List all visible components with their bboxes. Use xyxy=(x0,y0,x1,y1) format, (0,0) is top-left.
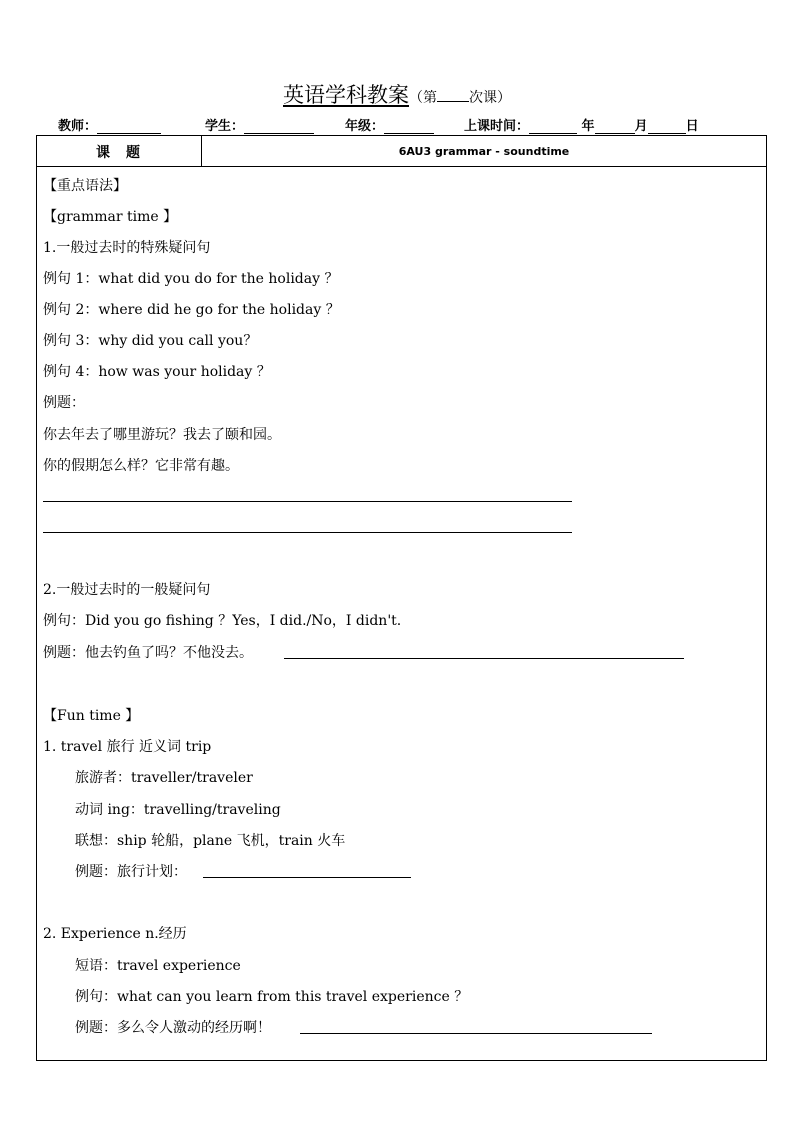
fun2-exercise: 例题：多么令人激动的经历啊！ xyxy=(75,1020,271,1036)
fun1-verb-ing: 动词 ing：travelling/traveling xyxy=(75,802,281,818)
grade-field xyxy=(345,115,434,134)
fun1-exercise: 例题：旅行计划： xyxy=(75,864,187,880)
time-label: 上课时间： xyxy=(464,119,530,134)
answer-line-2[interactable] xyxy=(43,532,572,533)
section1-question-2: 你的假期怎么样？它非常有趣。 xyxy=(43,458,239,474)
page-title xyxy=(0,79,794,109)
table-row-divider xyxy=(36,166,767,167)
class-time-field xyxy=(464,115,699,134)
section2-title: 2.一般过去时的一般疑问句 xyxy=(43,582,211,598)
section2-exercise: 例题：他去钓鱼了吗？不他没去。 xyxy=(43,645,253,661)
title-main: 英语学科教案 xyxy=(283,83,409,107)
student-blank[interactable] xyxy=(244,119,314,134)
section1-example-1: 例句 1：what did you do for the holiday ？ xyxy=(43,271,339,287)
section1-example-2: 例句 2：where did he go for the holiday ？ xyxy=(43,302,340,318)
answer-line-5[interactable] xyxy=(300,1033,652,1034)
answer-line-3[interactable] xyxy=(284,658,684,659)
month-blank[interactable] xyxy=(595,119,635,134)
section1-example-4: 例句 4：how was your holiday ？ xyxy=(43,364,271,380)
section1-example-3: 例句 3：why did you call you？ xyxy=(43,333,258,349)
section2-example: 例句：Did you go fishing ？Yes，I did./No，I didn't. xyxy=(43,613,402,629)
section1-question-1: 你去年去了哪里游玩？我去了颐和园。 xyxy=(43,427,281,443)
answer-line-1[interactable] xyxy=(43,501,572,502)
student-label: 学生： xyxy=(205,119,245,134)
grade-blank[interactable] xyxy=(384,119,434,134)
year-label: 年 xyxy=(581,119,595,134)
fun1-traveller: 旅游者：traveller/traveler xyxy=(75,770,253,786)
topic-label: 课 题 xyxy=(96,145,141,161)
teacher-blank[interactable] xyxy=(97,119,161,134)
key-grammar-heading: 【重点语法】 xyxy=(43,178,127,194)
fun1-association: 联想：ship 轮船，plane 飞机，train 火车 xyxy=(75,833,346,849)
day-blank[interactable] xyxy=(648,119,686,134)
teacher-label: 教师： xyxy=(58,119,98,134)
fun2-example: 例句：what can you learn from this travel experience ？ xyxy=(75,989,469,1005)
topic-value: 6AU3 grammar - soundtime xyxy=(398,145,570,158)
section1-exercise-label: 例题： xyxy=(43,395,85,411)
teacher-field xyxy=(58,115,161,134)
month-label: 月 xyxy=(634,119,648,134)
grade-label: 年级： xyxy=(345,119,385,134)
fun1-title: 1. travel 旅行 近义词 trip xyxy=(43,739,212,755)
section1-title: 1.一般过去时的特殊疑问句 xyxy=(43,240,211,256)
fun2-title: 2. Experience n.经历 xyxy=(43,926,187,942)
fun-time-heading: 【Fun time 】 xyxy=(43,708,140,724)
answer-line-4[interactable] xyxy=(203,877,411,878)
grammar-time-heading: 【grammar time 】 xyxy=(43,209,178,225)
student-field xyxy=(205,115,314,134)
title-sub-close: 次课） xyxy=(469,90,511,106)
lesson-number-blank[interactable] xyxy=(437,101,469,102)
title-sub-open: （第 xyxy=(409,90,437,106)
day-label: 日 xyxy=(685,119,699,134)
time-blank[interactable] xyxy=(529,119,577,134)
fun2-phrase: 短语：travel experience xyxy=(75,958,241,974)
